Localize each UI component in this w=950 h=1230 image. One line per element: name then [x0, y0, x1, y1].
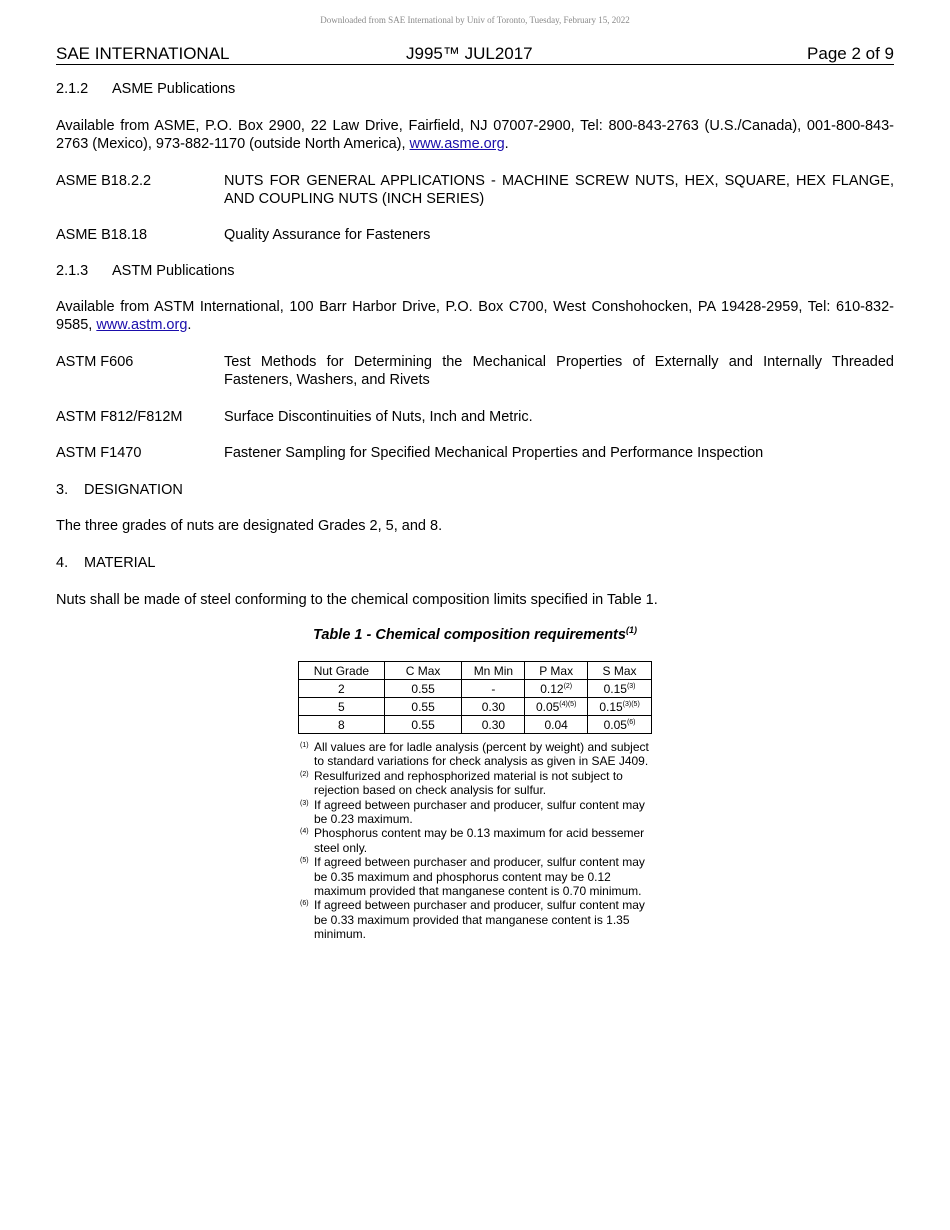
footnote-text: If agreed between purchaser and producer, sulfur content may be 0.35 maximum and phosphorus content may be 0.12 maximum provided that manganese content is 0.70 minimum.	[314, 855, 645, 899]
footnote-marker: (6)	[300, 900, 309, 908]
section-heading-material	[56, 554, 894, 572]
section-title: ASTM Publications	[112, 263, 235, 279]
reference-code: ASME B18.2.2	[56, 173, 152, 189]
table-caption	[0, 625, 950, 643]
footnote-marker: (1)	[625, 625, 637, 635]
header-page-number: Page 2 of 9	[807, 44, 894, 63]
download-watermark: Downloaded from SAE International by Univ of Toronto, Tuesday, February 15, 2022	[320, 15, 630, 25]
footnote-text: All values are for ladle analysis (percent by weight) and subject to standard variations for check analysis as given in SAE J409.	[314, 740, 649, 769]
section-heading-asme	[56, 80, 894, 98]
footnote-marker: (2)	[563, 682, 573, 690]
table-header-row	[299, 662, 652, 680]
table-caption-text: Table 1 - Chemical composition requirements	[313, 626, 626, 643]
section-heading-astm	[56, 262, 894, 280]
footnote-text: If agreed between purchaser and producer, sulfur content may be 0.33 maximum provided that manganese content is 1.35 minimum.	[314, 898, 645, 942]
column-header: Nut Grade	[299, 662, 385, 680]
section-heading-designation	[56, 481, 894, 499]
section-title: MATERIAL	[84, 555, 156, 571]
table-footnote	[300, 855, 660, 898]
header-organization: SAE INTERNATIONAL	[56, 44, 230, 63]
header-document-id: J995™ JUL2017	[406, 44, 533, 63]
section-number: 2.1.3	[56, 263, 89, 279]
section-number: 3.	[56, 482, 69, 498]
s-max-cell	[588, 716, 652, 734]
p-max-cell	[525, 716, 588, 734]
p-max-value: 0.05	[535, 699, 560, 714]
footnote-marker: (3)	[626, 682, 636, 690]
reference-title: Test Methods for Determining the Mechanical Properties of Externally and Internally Threaded Fasteners, Washers, and Rivets	[224, 354, 894, 388]
s-max-value: 0.05	[603, 717, 627, 732]
reference-title: Quality Assurance for Fasteners	[224, 227, 431, 243]
nut-grade-cell: 8	[299, 716, 385, 734]
page-header	[56, 44, 894, 65]
s-max-value: 0.15	[603, 681, 627, 696]
chemical-composition-table	[298, 661, 652, 734]
column-header: C Max	[384, 662, 462, 680]
astm-availability-text: Available from ASTM International, 100 Barr Harbor Drive, P.O. Box C700, West Conshohocken, PA 19428-2959, Tel: 610-832-9585,	[56, 299, 894, 333]
asme-availability-paragraph: Available from ASME, P.O. Box 2900, 22 Law Drive, Fairfield, NJ 07007-2900, Tel: 800-843-2763 (U.S./Canada), 001-800-843-2763 (Mexico), 973-882-1170 (outside North America), www.asme.org.	[56, 118, 894, 152]
footnote-marker: (3)	[300, 799, 309, 807]
s-max-cell	[588, 680, 652, 698]
column-header: Mn Min	[462, 662, 525, 680]
p-max-value: 0.12	[540, 681, 564, 696]
table-footnote	[300, 769, 660, 798]
s-max-cell	[588, 698, 652, 716]
reference-code: ASTM F606	[56, 354, 134, 370]
p-max-cell	[525, 680, 588, 698]
section-title: ASME Publications	[112, 81, 236, 97]
footnote-text: Phosphorus content may be 0.13 maximum for acid bessemer steel only.	[314, 826, 645, 855]
column-header: P Max	[525, 662, 588, 680]
reference-title: Surface Discontinuities of Nuts, Inch and Metric.	[224, 409, 533, 425]
section-title: DESIGNATION	[84, 482, 183, 498]
footnote-text: If agreed between purchaser and producer, sulfur content may be 0.23 maximum.	[314, 797, 645, 827]
table-footnote	[300, 898, 660, 941]
s-max-value: 0.15	[599, 699, 623, 714]
table-footnote	[300, 740, 660, 769]
mn-min-cell: 0.30	[462, 716, 525, 734]
designation-paragraph: The three grades of nuts are designated Grades 2, 5, and 8.	[56, 518, 443, 534]
nut-grade-cell: 5	[299, 698, 385, 716]
table-footnotes	[300, 740, 660, 942]
asme-availability-text: Available from ASME, P.O. Box 2900, 22 Law Drive, Fairfield, NJ 07007-2900, Tel: 800-843-2763 (U.S./Canada), 001-800-843-2763 (Mexico), 973-882-1170 (outside North America),	[56, 118, 894, 152]
footnote-marker: (6)	[626, 718, 636, 726]
c-max-cell: 0.55	[384, 716, 462, 734]
material-paragraph: Nuts shall be made of steel conforming to the chemical composition limits specified in Table 1.	[56, 592, 658, 608]
section-number: 2.1.2	[56, 81, 89, 97]
p-max-cell	[525, 698, 588, 716]
section-number: 4.	[56, 555, 69, 571]
reference-code: ASME B18.18	[56, 227, 148, 243]
footnote-marker: (5)	[300, 857, 309, 865]
table-row	[299, 698, 652, 716]
reference-title: NUTS FOR GENERAL APPLICATIONS - MACHINE SCREW NUTS, HEX, SQUARE, HEX FLANGE, AND COUPLING NUTS (INCH SERIES)	[224, 173, 894, 207]
reference-code: ASTM F812/F812M	[56, 409, 183, 425]
column-header: S Max	[588, 662, 652, 680]
nut-grade-cell: 2	[299, 680, 385, 698]
c-max-cell: 0.55	[384, 698, 462, 716]
table-row	[299, 680, 652, 698]
footnote-marker: (1)	[300, 742, 309, 749]
mn-min-cell: -	[462, 680, 525, 698]
reference-code: ASTM F1470	[56, 445, 142, 461]
footnote-marker: (4)	[300, 828, 309, 836]
c-max-cell: 0.55	[384, 680, 462, 698]
footnote-marker: (4)(5)	[559, 700, 577, 708]
footnote-marker: (3)(5)	[622, 700, 640, 708]
astm-availability-paragraph: Available from ASTM International, 100 Barr Harbor Drive, P.O. Box C700, West Conshohocken, PA 19428-2959, Tel: 610-832-9585, www.astm.org.	[56, 299, 894, 333]
footnote-text: Resulfurized and rephosphorized material is not subject to rejection based on check analysis for sulfur.	[314, 768, 623, 798]
table-footnote	[300, 798, 660, 827]
table-footnote	[300, 826, 660, 855]
footnote-marker: (2)	[300, 770, 309, 778]
mn-min-cell: 0.30	[462, 698, 525, 716]
astm-website-link[interactable]: www.astm.org	[96, 317, 188, 333]
asme-website-link[interactable]: www.asme.org	[409, 136, 505, 152]
table-row	[299, 716, 652, 734]
p-max-value: 0.04	[544, 717, 568, 732]
reference-title: Fastener Sampling for Specified Mechanical Properties and Performance Inspection	[224, 445, 764, 461]
